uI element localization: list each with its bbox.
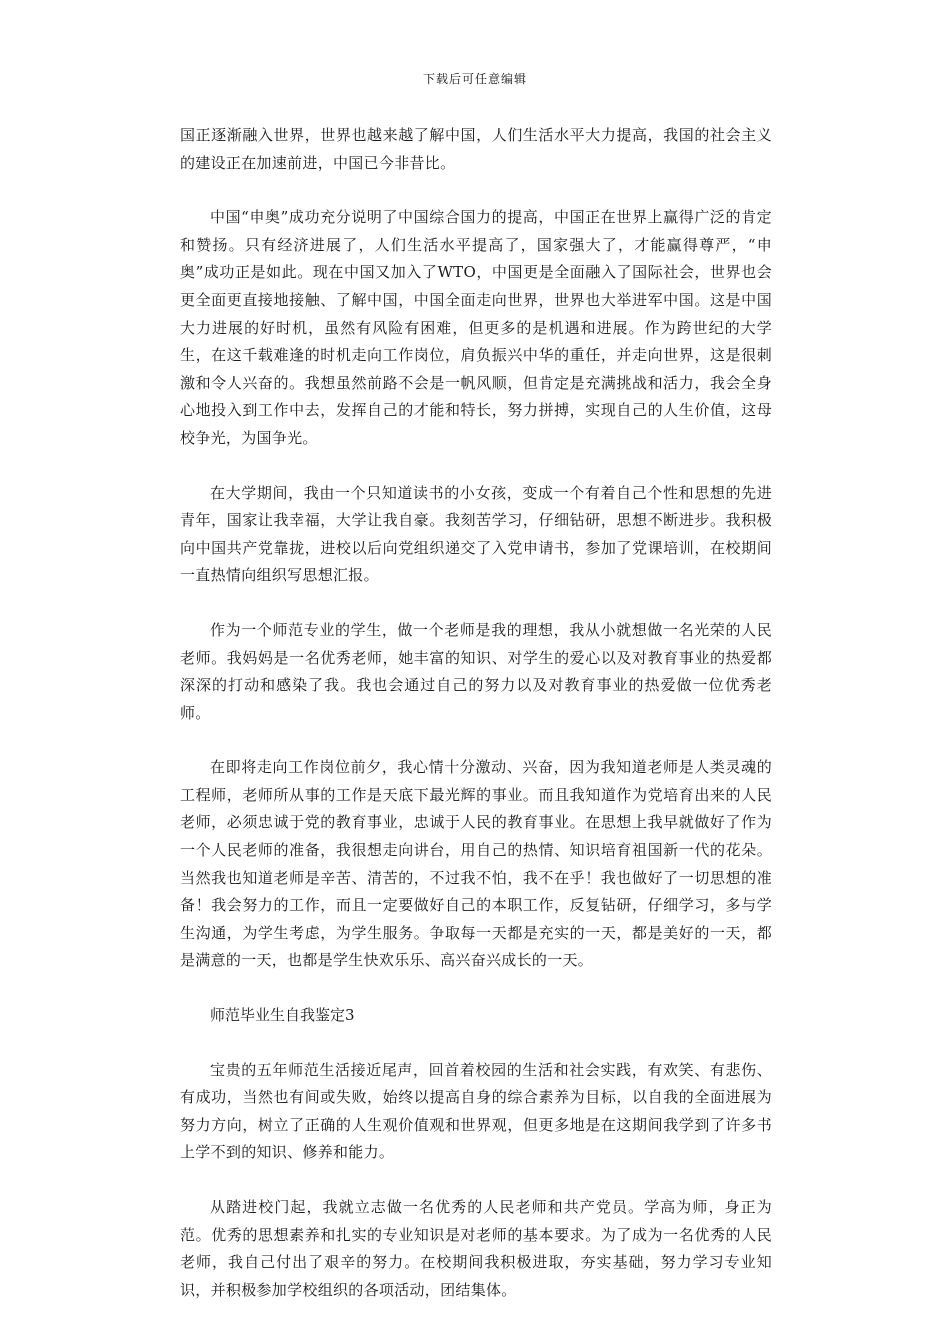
paragraph: 从踏进校门起，我就立志做一名优秀的人民老师和共产党员。学高为师，身正为范。优秀的思想素养和扎实的专业知识是对老师的基本要求。为了成为一名优秀的人民老师，我自己付出了艰辛的努力。在校期间我积极进取，夯实基础，努力学习专业知识，并积极参加学校组织的各项活动，团结集体。 (180, 1198, 772, 1299)
document-body (180, 122, 772, 1331)
paragraph: 作为一个师范专业的学生，做一个老师是我的理想，我从小就想做一名光荣的人民老师。我妈妈是一名优秀老师，她丰富的知识、对学生的爱心以及对教育事业的热爱都深深的打动和感染了我。我也会通过自己的努力以及对教育事业的热爱做一位优秀老师。 (180, 620, 772, 722)
paragraph-continuation: 国正逐渐融入世界，世界也越来越了解中国，人们生活水平大力提高，我国的社会主义的建设正在加速前进，中国已今非昔比。 (180, 126, 772, 172)
section-heading: 师范毕业生自我鉴定3 (210, 1006, 355, 1025)
page-header: 下载后可任意编辑 (422, 72, 527, 86)
paragraph: 在大学期间，我由一个只知道读书的小女孩，变成一个有着自己个性和思想的先进青年，国家让我幸福，大学让我自豪。我刻苦学习，仔细钻研，思想不断进步。我积极向中国共产党靠拢，进校以后向党组织递交了入党申请书，参加了党课培训，在校期间一直热情向组织写思想汇报。 (180, 483, 772, 585)
paragraph: 中国“申奥”成功充分说明了中国综合国力的提高，中国正在世界上赢得广泛的肯定和赞扬。只有经济进展了，人们生活水平提高了，国家强大了，才能赢得尊严，“申奥”成功正是如此。现在中国又加入了WTO，中国更是全面融入了国际社会，世界也会更全面更直接地接触、了解中国，中国全面走向世界，世界也大举进军中国。这是中国大力进展的好时机，虽然有风险有困难，但更多的是机遇和进展。作为跨世纪的大学生，在这千载难逢的时机走向工作岗位，肩负振兴中华的重任，并走向世界，这是很刺激和令人兴奋的。我想虽然前路不会是一帆风顺，但肯定是充满挑战和活力，我会全身心地投入到工作中去，发挥自己的才能和特长，努力拼搏，实现自己的人生价值，这母校争光，为国争光。 (180, 208, 772, 447)
paragraph: 在即将走向工作岗位前夕，我心情十分激动、兴奋，因为我知道老师是人类灵魂的工程师，老师所从事的工作是天底下最光辉的事业。而且我知道作为党培育出来的人民老师，必须忠诚于党的教育事业，忠诚于人民的教育事业。在思想上我早就做好了作为一个人民老师的准备，我很想走向讲台，用自己的热情、知识培育祖国新一代的花朵。当然我也知道老师是辛苦、清苦的，不过我不怕，我不在乎！我也做好了一切思想的准备！我会努力的工作，而且一定要做好自己的本职工作，反复钻研，仔细学习，多与学生沟通，为学生考虑，为学生服务。争取每一天都是充实的一天，都是美好的一天，都是满意的一天，也都是学生快欢乐乐、高兴奋兴成长的一天。 (180, 758, 772, 970)
paragraph: 宝贵的五年师范生活接近尾声，回首着校园的生活和社会实践，有欢笑、有悲伤、有成功，当然也有间或失败，始终以提高自身的综合素养为目标，以自我的全面进展为努力方向，树立了正确的人生观价值观和世界观，但更多地是在这期间我学到了许多书上学不到的知识、修养和能力。 (180, 1060, 772, 1162)
